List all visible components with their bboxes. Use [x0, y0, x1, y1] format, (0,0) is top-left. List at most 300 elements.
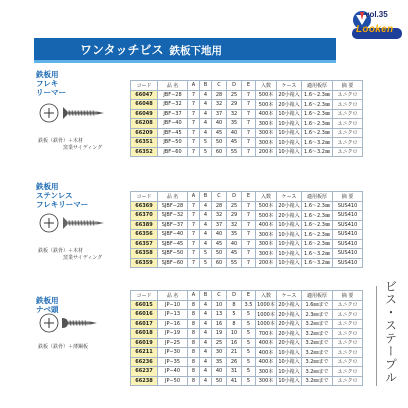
table-cell: 5 [200, 138, 212, 148]
column-header: C [212, 192, 227, 202]
product-code-cell: 66049 [131, 109, 158, 119]
section-caption-3: 鉄板（鉄骨）＋薄鋼板 [38, 344, 89, 350]
table-cell: 1000本 [256, 310, 277, 320]
column-header: 適用板厚 [302, 291, 333, 301]
table-cell: ユニクロ [333, 338, 363, 348]
table-cell: ユニクロ [333, 147, 363, 157]
table-cell: 400本 [256, 348, 277, 358]
column-header: D [227, 192, 242, 202]
table-row [131, 138, 363, 148]
table-cell: 20小箱入 [277, 90, 302, 100]
product-code-cell: 66352 [131, 147, 158, 157]
table-cell: 7 [188, 230, 200, 240]
column-header: コード [131, 291, 158, 301]
table-cell: 1.6〜3.2㎜ [302, 138, 333, 148]
table-cell: SJBF−45 [158, 239, 188, 249]
table-cell: 35 [212, 357, 227, 367]
table-cell: 500本 [256, 211, 277, 221]
table-cell: 20小箱入 [277, 310, 302, 320]
table-cell: JP−50 [158, 376, 188, 386]
table-row [131, 201, 363, 211]
table-cell: JBF−37 [158, 109, 188, 119]
table-row [131, 319, 363, 329]
table-cell: JP−30 [158, 348, 188, 358]
table-cell: 7 [242, 220, 256, 230]
table-cell: ユニクロ [333, 319, 363, 329]
table-cell: 7 [242, 249, 256, 259]
table-cell: 5 [200, 147, 212, 157]
table-cell: 37 [212, 109, 227, 119]
table-cell: 8 [188, 319, 200, 329]
screw-flat-head-drawing [38, 102, 112, 130]
table-cell: 20小箱入 [277, 338, 302, 348]
table-cell: 8 [188, 310, 200, 320]
product-code-cell: 66237 [131, 367, 158, 377]
table-cell: 3.2㎜まで [302, 329, 333, 339]
table-cell: 1.6〜2.3㎜ [302, 128, 333, 138]
table-row [131, 220, 363, 230]
table-cell: JP−13 [158, 310, 188, 320]
table-cell: 50 [212, 138, 227, 148]
column-header: B [200, 81, 212, 91]
table-row [131, 239, 363, 249]
table-cell: 10小箱入 [277, 249, 302, 259]
spec-table-2 [130, 191, 363, 268]
table-cell: 10 [227, 329, 242, 339]
spec-table-3 [130, 290, 363, 386]
table-cell: 3.2㎜まで [302, 357, 333, 367]
table-cell: 40 [227, 128, 242, 138]
table-cell: 4 [200, 357, 212, 367]
side-tab-label: ビス・ステープル [383, 280, 398, 384]
table-cell: SUS410 [333, 230, 363, 240]
header-accent [34, 60, 336, 63]
table-cell: 31 [227, 367, 242, 377]
column-header: ケース [277, 291, 302, 301]
table-cell: 28 [212, 90, 227, 100]
brand-name: Looken [356, 24, 394, 35]
table-cell: 7 [242, 201, 256, 211]
table-cell: 7 [242, 239, 256, 249]
table-cell: 45 [212, 128, 227, 138]
table-cell: SJBF−50 [158, 249, 188, 259]
table-cell: 25 [227, 201, 242, 211]
table-cell: SUS410 [333, 220, 363, 230]
section-title-3: 鉄板用 ナベ頭 [36, 296, 59, 314]
section-title-1: 鉄板用 フレキ リーマー [36, 70, 66, 97]
side-tab [381, 280, 401, 390]
column-header: 入数 [256, 291, 277, 301]
table-body [131, 90, 363, 157]
table-cell: 20小箱入 [277, 329, 302, 339]
table-cell: JP−35 [158, 357, 188, 367]
table-cell: 4 [200, 376, 212, 386]
product-code-cell: 66389 [131, 220, 158, 230]
table-cell: 4 [200, 90, 212, 100]
column-header: ケース [277, 192, 302, 202]
table-cell: 13 [212, 310, 227, 320]
product-code-cell: 66016 [131, 310, 158, 320]
table-cell: 1.6〜2.3㎜ [302, 119, 333, 129]
table-cell: SUS410 [333, 249, 363, 259]
table-cell: SUS410 [333, 211, 363, 221]
table-cell: 4 [200, 367, 212, 377]
table-cell: JBF−45 [158, 128, 188, 138]
table-cell: JP−16 [158, 319, 188, 329]
table-cell: JP−40 [158, 367, 188, 377]
table-cell: 29 [227, 100, 242, 110]
table-cell: 8 [188, 300, 200, 310]
table-cell: 60 [212, 258, 227, 268]
table-cell: 1.6〜3.2㎜ [302, 249, 333, 259]
title-main: ワンタッチビス [80, 43, 164, 57]
product-code-cell: 66209 [131, 128, 158, 138]
product-code-cell: 66017 [131, 319, 158, 329]
table-cell: JBF−60 [158, 147, 188, 157]
table-cell: 7 [242, 138, 256, 148]
table-cell: 200本 [256, 147, 277, 157]
column-header: D [227, 81, 242, 91]
column-header: E [242, 291, 256, 301]
title-sub: 鉄板下地用 [169, 45, 223, 57]
table-cell: JBF−40 [158, 119, 188, 129]
table-cell: 7 [242, 100, 256, 110]
table-cell: SJBF−40 [158, 230, 188, 240]
spec-table-1 [130, 80, 363, 157]
table-cell: 10小箱入 [277, 230, 302, 240]
table-row [131, 376, 363, 386]
table-cell: 7 [242, 230, 256, 240]
table-cell: 1.6〜2.3㎜ [302, 201, 333, 211]
table-cell: 20小箱入 [277, 300, 302, 310]
table-cell: 3.2㎜まで [302, 376, 333, 386]
table-cell: 4 [200, 201, 212, 211]
table-cell: SUS410 [333, 201, 363, 211]
product-code-cell: 66359 [131, 258, 158, 268]
table-cell: 300本 [256, 138, 277, 148]
column-header: E [242, 81, 256, 91]
table-cell: 40 [212, 230, 227, 240]
section-caption-2: 鉄板（鉄骨）＋木材 窯業サイディング [38, 248, 103, 261]
column-header: C [212, 291, 227, 301]
page-title [80, 41, 222, 58]
table-cell: 7 [242, 258, 256, 268]
table-cell: 1.6〜3.2㎜ [302, 258, 333, 268]
table-cell: 700本 [256, 329, 277, 339]
table-cell: 4 [200, 100, 212, 110]
table-cell: 45 [227, 138, 242, 148]
table-body [131, 300, 363, 386]
column-header: A [188, 192, 200, 202]
table-cell: ユニクロ [333, 357, 363, 367]
column-header: 品 名 [158, 291, 188, 301]
table-cell: 400本 [256, 220, 277, 230]
table-cell: 10小箱入 [277, 258, 302, 268]
table-cell: 25 [212, 338, 227, 348]
table-cell: 4 [200, 230, 212, 240]
table-cell: 5 [242, 310, 256, 320]
table-row [131, 211, 363, 221]
table-cell: 5 [200, 249, 212, 259]
table-cell: 7 [188, 138, 200, 148]
table-cell: 35 [227, 230, 242, 240]
table-row [131, 300, 363, 310]
table-header [131, 192, 363, 202]
table-cell: 20小箱入 [277, 201, 302, 211]
table-cell: 7 [188, 258, 200, 268]
table-cell: 300本 [256, 239, 277, 249]
table-cell: 29 [227, 211, 242, 221]
table-cell: 50 [212, 376, 227, 386]
table-cell: 300本 [256, 128, 277, 138]
column-header: B [200, 192, 212, 202]
table-cell: 500本 [256, 201, 277, 211]
table-cell: 4 [200, 211, 212, 221]
table-cell: 7 [242, 211, 256, 221]
table-cell: 3.2㎜まで [302, 367, 333, 377]
table-cell: 40 [212, 367, 227, 377]
product-code-cell: 66356 [131, 230, 158, 240]
table-cell: 37 [212, 220, 227, 230]
column-header: A [188, 291, 200, 301]
table-cell: 500本 [256, 100, 277, 110]
table-cell: 30 [212, 348, 227, 358]
table-cell: ユニクロ [333, 119, 363, 129]
product-code-cell: 66019 [131, 338, 158, 348]
table-cell: 5 [242, 348, 256, 358]
table-cell: JBF−50 [158, 138, 188, 148]
table-cell: 1.6〜2.3㎜ [302, 239, 333, 249]
column-header: B [200, 291, 212, 301]
table-cell: ユニクロ [333, 376, 363, 386]
table-cell: 8 [188, 376, 200, 386]
table-cell: 5 [227, 310, 242, 320]
table-cell: 1.6〜2.3㎜ [302, 211, 333, 221]
table-cell: 4 [200, 319, 212, 329]
table-cell: 7 [188, 128, 200, 138]
table-cell: 1.6〜3.2㎜ [302, 147, 333, 157]
table-cell: 4 [200, 300, 212, 310]
section-title-2: 鉄板用 ステンレス フレキリーマー [36, 182, 89, 209]
table-cell: 7 [242, 119, 256, 129]
table-cell: ユニクロ [333, 128, 363, 138]
table-cell: 4 [200, 348, 212, 358]
column-header: 入数 [256, 81, 277, 91]
table-cell: 400本 [256, 357, 277, 367]
table-cell: ユニクロ [333, 329, 363, 339]
table-cell: 20小箱入 [277, 100, 302, 110]
table-row [131, 90, 363, 100]
table-cell: 8 [188, 357, 200, 367]
table-cell: 7 [188, 119, 200, 129]
table-cell: 7 [188, 100, 200, 110]
table-cell: 8 [188, 329, 200, 339]
table-cell: 45 [212, 239, 227, 249]
table-cell: 60 [212, 147, 227, 157]
table-cell: 5 [200, 258, 212, 268]
table-cell: 20小箱入 [277, 211, 302, 221]
table-cell: 20小箱入 [277, 319, 302, 329]
table-cell: 10小箱入 [277, 128, 302, 138]
column-header: 摘 要 [333, 291, 363, 301]
table-cell: 7 [188, 239, 200, 249]
product-code-cell: 66370 [131, 211, 158, 221]
product-code-cell: 66357 [131, 239, 158, 249]
table-cell: 1.6〜2.3㎜ [302, 100, 333, 110]
table-cell: 7 [242, 109, 256, 119]
table-row [131, 338, 363, 348]
table-cell: 10小箱入 [277, 376, 302, 386]
table-cell: 10小箱入 [277, 367, 302, 377]
table-cell: 8 [188, 338, 200, 348]
table-cell: 5 [242, 338, 256, 348]
table-cell: 4 [200, 119, 212, 129]
table-cell: 3.2㎜まで [302, 319, 333, 329]
table-cell: 10小箱入 [277, 348, 302, 358]
section-caption-1: 鉄板（鉄骨）＋木材 窯業サイディング [38, 138, 103, 151]
table-cell: 300本 [256, 367, 277, 377]
table-cell: 1.6㎜まで [302, 300, 333, 310]
product-code-cell: 66015 [131, 300, 158, 310]
table-cell: 7 [188, 211, 200, 221]
brand-vol: vol.35 [365, 10, 388, 19]
product-code-cell: 66351 [131, 138, 158, 148]
table-cell: 55 [227, 258, 242, 268]
table-cell: 1000本 [256, 300, 277, 310]
table-cell: 7 [188, 109, 200, 119]
table-cell: 10 [212, 300, 227, 310]
column-header: 摘 要 [333, 192, 363, 202]
table-cell: 5 [242, 357, 256, 367]
table-cell: 21 [227, 348, 242, 358]
table-cell: 5 [242, 367, 256, 377]
table-cell: 40 [227, 239, 242, 249]
table-row [131, 367, 363, 377]
table-cell: JP−10 [158, 300, 188, 310]
table-cell: 10小箱入 [277, 220, 302, 230]
table-cell: 10小箱入 [277, 138, 302, 148]
table-cell: JBF−28 [158, 90, 188, 100]
table-cell: 300本 [256, 376, 277, 386]
table-cell: 32 [212, 100, 227, 110]
product-code-cell: 66236 [131, 357, 158, 367]
product-code-cell: 66358 [131, 249, 158, 259]
screw-stainless-drawing [38, 212, 112, 240]
table-cell: 32 [227, 109, 242, 119]
table-cell: 5 [242, 319, 256, 329]
table-cell: 32 [227, 220, 242, 230]
table-cell: 19 [212, 329, 227, 339]
table-cell: 4 [200, 329, 212, 339]
table-row [131, 128, 363, 138]
product-code-cell: 66047 [131, 90, 158, 100]
column-header: ケース [277, 81, 302, 91]
table-cell: ユニクロ [333, 348, 363, 358]
table-cell: 300本 [256, 230, 277, 240]
product-code-cell: 66211 [131, 348, 158, 358]
table-cell: JP−19 [158, 329, 188, 339]
table-cell: 8 [188, 367, 200, 377]
product-code-cell: 66238 [131, 376, 158, 386]
column-header: 適用板厚 [302, 192, 333, 202]
table-cell: ユニクロ [333, 90, 363, 100]
table-cell: 16 [212, 319, 227, 329]
table-body [131, 201, 363, 268]
table-cell: 400本 [256, 109, 277, 119]
column-header: 品 名 [158, 81, 188, 91]
table-header [131, 81, 363, 91]
table-cell: 300本 [256, 119, 277, 129]
table-row [131, 119, 363, 129]
table-cell: ユニクロ [333, 100, 363, 110]
table-cell: ユニクロ [333, 367, 363, 377]
table-cell: 1000本 [256, 319, 277, 329]
table-cell: 1.6〜2.3㎜ [302, 220, 333, 230]
table-row [131, 258, 363, 268]
column-header: コード [131, 81, 158, 91]
column-header: 入数 [256, 192, 277, 202]
table-cell: 16 [227, 338, 242, 348]
table-cell: 32 [212, 211, 227, 221]
table-cell: 7 [188, 201, 200, 211]
column-header: 適用板厚 [302, 81, 333, 91]
column-header: 品 名 [158, 192, 188, 202]
table-cell: ユニクロ [333, 138, 363, 148]
column-header: D [227, 291, 242, 301]
table-cell: 35 [227, 119, 242, 129]
table-cell: 2.3㎜まで [302, 310, 333, 320]
side-rule [376, 286, 377, 386]
column-header: A [188, 81, 200, 91]
table-cell: 55 [227, 147, 242, 157]
table-cell: 40 [212, 119, 227, 129]
table-cell: 4 [200, 220, 212, 230]
table-row [131, 357, 363, 367]
table-cell: 300本 [256, 249, 277, 259]
table-cell: SUS410 [333, 258, 363, 268]
table-cell: 8 [227, 319, 242, 329]
product-code-cell: 66048 [131, 100, 158, 110]
product-code-cell: 66018 [131, 329, 158, 339]
table-cell: 26 [227, 357, 242, 367]
table-cell: 10小箱入 [277, 147, 302, 157]
table-cell: 5 [242, 376, 256, 386]
table-row [131, 109, 363, 119]
screw-pan-head-drawing [38, 312, 112, 340]
table-cell: 10小箱入 [277, 109, 302, 119]
table-cell: SJBF−37 [158, 220, 188, 230]
product-code-cell: 66369 [131, 201, 158, 211]
table-cell: 7 [188, 90, 200, 100]
table-cell: JP−25 [158, 338, 188, 348]
table-cell: SUS410 [333, 239, 363, 249]
table-cell: 50 [212, 249, 227, 259]
table-cell: 4 [200, 338, 212, 348]
table-row [131, 348, 363, 358]
table-cell: SJBF−60 [158, 258, 188, 268]
table-cell: ユニクロ [333, 310, 363, 320]
table-cell: 4 [200, 128, 212, 138]
table-cell: 8 [188, 348, 200, 358]
table-cell: 400本 [256, 338, 277, 348]
table-cell: 500本 [256, 90, 277, 100]
table-cell: 7 [188, 249, 200, 259]
table-cell: 10小箱入 [277, 119, 302, 129]
table-cell: 3.5 [242, 300, 256, 310]
table-row [131, 100, 363, 110]
table-cell: ユニクロ [333, 300, 363, 310]
column-header: 摘 要 [333, 81, 363, 91]
